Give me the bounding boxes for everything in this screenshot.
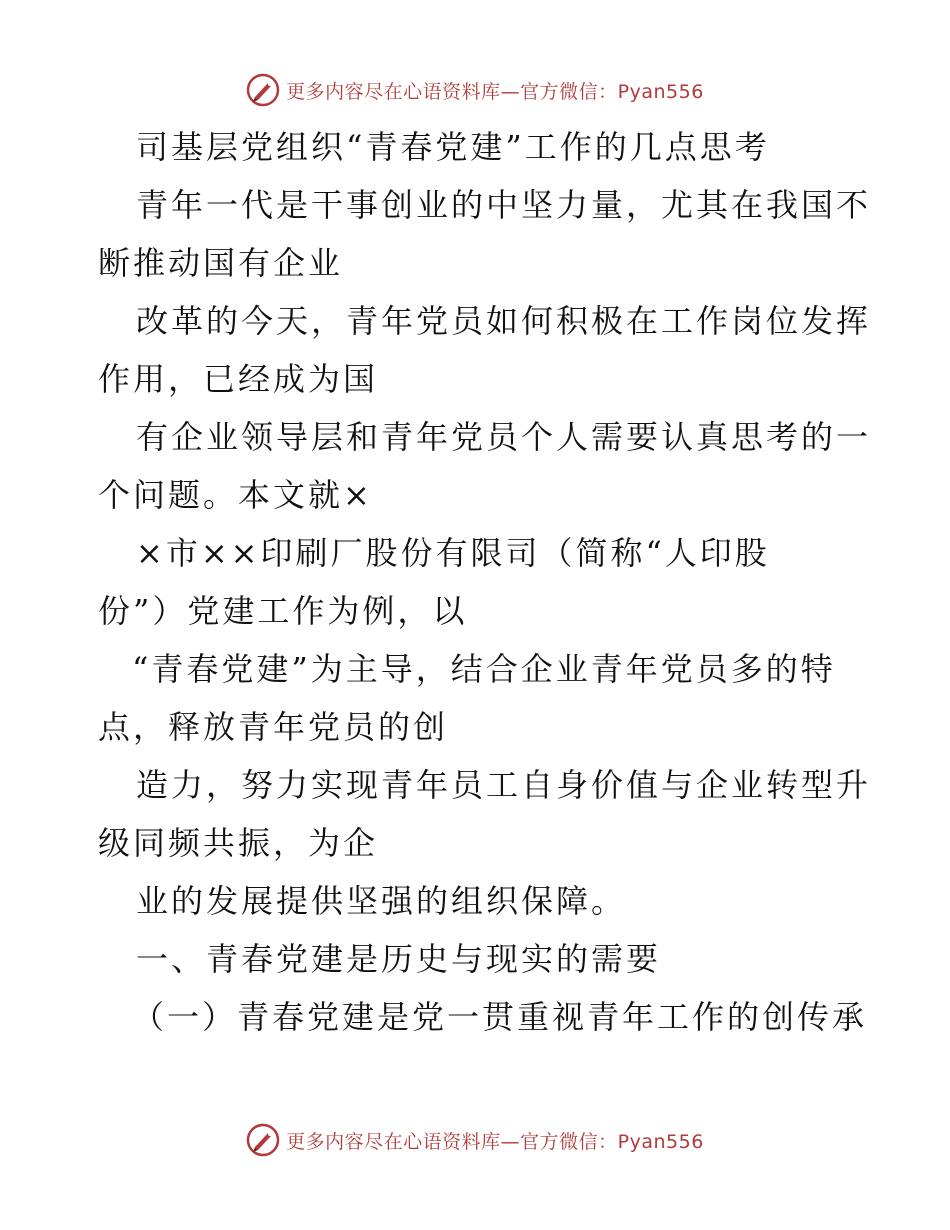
paragraph-line: 青年一代是干事创业的中坚力量，尤其在我国不 (136, 186, 872, 224)
paragraph-line: 断推动国有企业 (98, 244, 344, 282)
pen-logo-icon (246, 1123, 280, 1157)
paragraph-line: 个问题。本文就× (98, 476, 373, 514)
paragraph-line: 级同频共振，为企 (98, 824, 379, 862)
footer-banner-text: 更多内容尽在心语资料库—官方微信：Pyan556 (286, 1130, 704, 1153)
header-banner-text: 更多内容尽在心语资料库—官方微信：Pyan556 (286, 80, 704, 103)
paragraph-line: “青春党建”为主导，结合企业青年党员多的特 (132, 650, 836, 688)
paragraph-line: 有企业领导层和青年党员个人需要认真思考的一 (136, 418, 872, 456)
paragraph-line: 作用，已经成为国 (98, 360, 379, 398)
document-body (98, 118, 872, 1046)
paragraph-line: ×市××印刷厂股份有限司（简称“人印股 (136, 534, 770, 572)
document-title-line: 司基层党组织“青春党建”工作的几点思考 (136, 128, 770, 166)
footer-banner (0, 1120, 950, 1160)
section-heading: 一、青春党建是历史与现实的需要 (136, 940, 662, 978)
header-banner (0, 70, 950, 110)
pen-logo-icon (246, 73, 280, 107)
paragraph-line: 业的发展提供坚强的组织保障。 (136, 882, 627, 920)
paragraph-line: 份”）党建工作为例，以 (98, 592, 468, 630)
paragraph-line: 点，释放青年党员的创 (98, 708, 449, 746)
paragraph-line: 造力，努力实现青年员工自身价值与企业转型升 (136, 766, 872, 804)
paragraph-line: 改革的今天，青年党员如何积极在工作岗位发挥 (136, 302, 872, 340)
subsection-heading: （一）青春党建是党一贯重视青年工作的创传承 (132, 998, 868, 1036)
